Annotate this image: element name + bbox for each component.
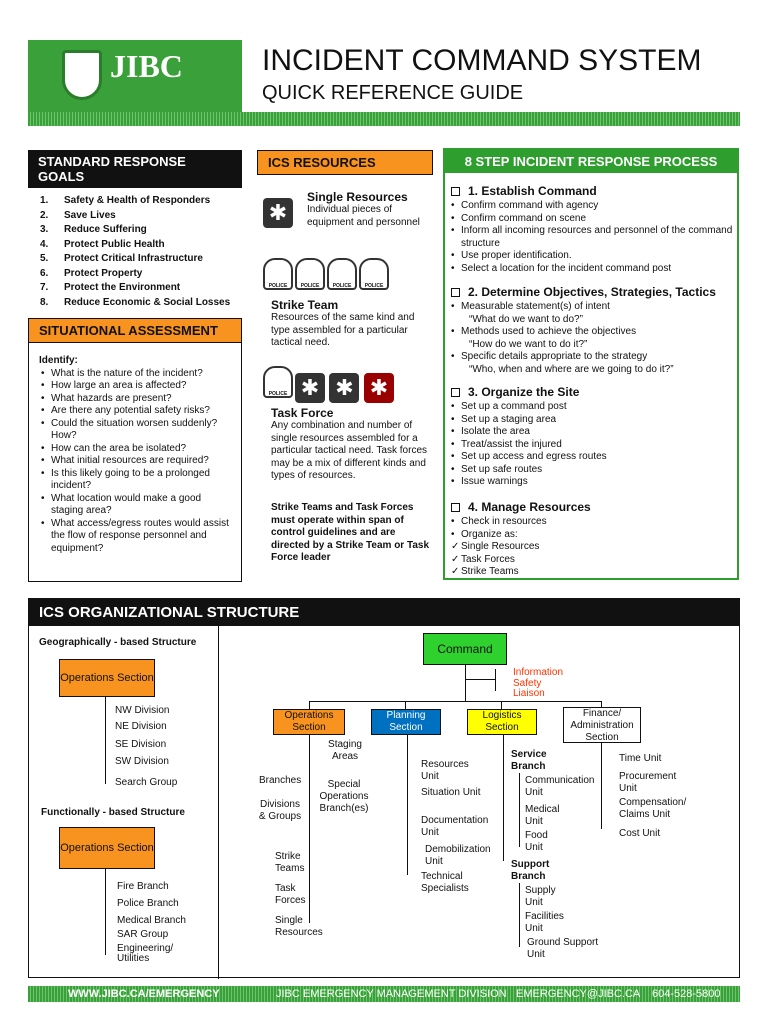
logistics-section-box: Logistics Section <box>467 709 537 735</box>
steps-panel <box>443 148 739 580</box>
step2-list <box>449 301 737 376</box>
goals-title: STANDARD RESPONSE GOALS <box>28 150 242 188</box>
list-item: • What location would make a good staging area? <box>39 493 231 518</box>
step4-title: 4. Manage Resources <box>451 500 591 514</box>
list-item: • What hazards are present? <box>39 393 231 406</box>
step1-list <box>449 200 737 275</box>
list-item: • Select a location for the incident command post <box>449 263 737 276</box>
plan-unit: Documentation Unit <box>421 815 489 838</box>
geo-item: NE Division <box>115 721 167 732</box>
geo-item: SE Division <box>115 739 167 750</box>
safety-officer: Safety <box>513 678 542 689</box>
geo-ops-section: Operations Section <box>59 659 155 697</box>
step4-list <box>449 516 737 541</box>
shield-icon <box>62 50 102 100</box>
finance-section-box: Finance/ Administration Section <box>563 707 641 743</box>
list-item: • Organize as: <box>449 529 737 542</box>
plan-unit: Demobilization Unit <box>425 844 491 867</box>
support-branch: Support Branch <box>511 859 550 882</box>
task-forces: Task Forces <box>275 883 306 906</box>
goal-item: 7. Protect the Environment <box>40 282 181 293</box>
list-item: • Set up safe routes <box>449 464 737 477</box>
list-item: • Treat/assist the injured <box>449 439 737 452</box>
log-unit: Medical Unit <box>525 804 560 827</box>
special-operations: Special Operations Branch(es) <box>319 779 369 814</box>
log-unit: Facilities Unit <box>525 911 564 934</box>
step4-checks <box>449 541 737 579</box>
resources-title: ICS RESOURCES <box>257 150 433 175</box>
list-item: • Are there any potential safety risks? <box>39 405 231 418</box>
resources-note: Strike Teams and Task Forces must operate within span of control guidelines and are directed by a Strike Team or Task Force leader <box>271 502 430 563</box>
plan-unit: Technical Specialists <box>421 871 469 894</box>
func-item: Fire Branch <box>117 881 169 892</box>
geo-item: SW Division <box>115 756 169 767</box>
service-branch: Service Branch <box>511 749 547 772</box>
goals-list <box>28 188 242 310</box>
footer-website[interactable]: WWW.JIBC.CA/EMERGENCY <box>68 988 220 1000</box>
list-item: • Set up a command post <box>449 401 737 414</box>
list-item: • Is this likely going to be a prolonged incident? <box>39 468 231 493</box>
list-item: • What is the nature of the incident? <box>39 368 231 381</box>
liaison-officer: Liaison <box>513 688 545 699</box>
step3-list <box>449 401 737 489</box>
goal-item: 2. Save Lives <box>40 209 116 221</box>
situational-panel <box>28 318 242 582</box>
checkbox-icon <box>451 503 460 512</box>
identify-label: Identify: <box>39 355 78 366</box>
list-item: • Confirm command on scene <box>449 213 737 226</box>
logo-text: JIBC <box>110 48 183 84</box>
log-unit: Ground Support Unit <box>527 937 599 960</box>
goal-item: 4. Protect Public Health <box>40 238 165 250</box>
list-item: • Set up a staging area <box>449 414 737 427</box>
situational-title: SITUATIONAL ASSESSMENT <box>29 319 241 343</box>
strike-teams: Strike Teams <box>275 851 305 874</box>
list-item: • Methods used to achieve the objectives <box>449 326 737 339</box>
task-force-title: Task Force <box>271 406 334 420</box>
fin-unit: Cost Unit <box>619 828 661 839</box>
footer-phone: 604-528-5800 <box>652 988 721 1000</box>
list-item: • Check in resources <box>449 516 737 529</box>
footer <box>28 986 740 1002</box>
func-item: Police Branch <box>117 898 179 909</box>
list-item: • Set up access and egress routes <box>449 451 737 464</box>
list-item: ✓ Task Forces <box>449 554 737 567</box>
goal-item: 8. Reduce Economic & Social Losses <box>40 296 231 308</box>
list-item: ✓ Single Resources <box>449 541 737 554</box>
header-divider <box>28 112 740 126</box>
list-item: • Specific details appropriate to the strategy <box>449 351 737 364</box>
goal-item: 6. Protect Property <box>40 267 143 279</box>
police-badge-icon: POLICE POLICE POLICE POLICE <box>263 258 391 292</box>
goal-item: 5. Protect Critical Infrastructure <box>40 253 203 264</box>
list-item: “What do we want to do?” <box>469 313 583 325</box>
geo-item: Search Group <box>115 777 178 788</box>
single-resources-title: Single Resources <box>307 190 408 204</box>
list-item: • How large an area is affected? <box>39 380 231 393</box>
geo-item: NW Division <box>115 705 170 716</box>
resources-panel <box>257 150 433 563</box>
list-item: • Use proper identification. <box>449 250 737 263</box>
footer-division: JIBC EMERGENCY MANAGEMENT DIVISION <box>276 988 507 1000</box>
single-resources: Single Resources <box>275 915 323 938</box>
func-item: Engineering/ Utilities <box>117 943 174 964</box>
list-item: • Issue warnings <box>449 476 737 489</box>
star-of-life-icon: ✱ <box>263 198 293 228</box>
steps-title: 8 STEP INCIDENT RESPONSE PROCESS <box>445 150 737 173</box>
goal-item: 3. Reduce Suffering <box>40 224 147 235</box>
log-unit: Communication Unit <box>525 775 595 798</box>
list-item: • What initial resources are required? <box>39 455 231 468</box>
task-force-text: Any combination and number of single resources assembled for a particular tactical need. Task forces may be a mix of different kinds and types of resources. <box>271 420 428 481</box>
checkbox-icon <box>451 388 460 397</box>
list-item: “Who, when and where are we going to do it?” <box>469 363 674 375</box>
command-box: Command <box>423 633 507 665</box>
fin-unit: Compensation/ Claims Unit <box>619 797 687 820</box>
checkbox-icon <box>451 288 460 297</box>
plan-unit: Resources Unit <box>421 759 469 782</box>
list-item: “How do we want to do it?” <box>469 338 588 350</box>
list-item: • Confirm command with agency <box>449 200 737 213</box>
step2-title: 2. Determine Objectives, Strategies, Tactics <box>451 285 716 299</box>
task-force-icons: POLICE ✱ ✱ ✱ <box>263 366 394 403</box>
page-subtitle: QUICK REFERENCE GUIDE <box>262 82 524 104</box>
checkbox-icon <box>451 187 460 196</box>
log-unit: Supply Unit <box>525 885 556 908</box>
func-item: Medical Branch <box>117 915 186 926</box>
goal-item: 1. Safety & Health of Responders <box>40 195 211 206</box>
list-item: • Isolate the area <box>449 426 737 439</box>
list-item: • Inform all incoming resources and personnel of the command structure <box>449 225 737 250</box>
func-title: Functionally - based Structure <box>41 807 185 818</box>
geo-title: Geographically - based Structure <box>39 637 197 648</box>
log-unit: Food Unit <box>525 830 548 853</box>
planning-section-box: Planning Section <box>371 709 441 735</box>
fin-unit: Procurement Unit <box>619 771 677 794</box>
org-title: ICS ORGANIZATIONAL STRUCTURE <box>29 599 739 626</box>
ops-section-box: Operations Section <box>273 709 345 735</box>
step1-title: 1. Establish Command <box>451 184 597 198</box>
func-ops-section: Operations Section <box>59 827 155 869</box>
list-item: • Could the situation worsen suddenly? How? <box>39 418 231 443</box>
single-resources-text: Individual pieces of equipment and personnel <box>307 204 420 228</box>
list-item: ✓ Strike Teams <box>449 566 737 579</box>
info-officer: Information <box>513 667 564 678</box>
plan-unit: Situation Unit <box>421 787 481 798</box>
list-item: • Measurable statement(s) of intent <box>449 301 737 314</box>
footer-email[interactable]: EMERGENCY@JIBC.CA <box>516 988 641 1000</box>
goals-panel <box>28 150 242 310</box>
strike-team-title: Strike Team <box>271 298 339 312</box>
logo-banner <box>28 40 242 112</box>
branches: Branches <box>259 775 302 786</box>
func-item: SAR Group <box>117 929 169 940</box>
situational-list <box>29 368 241 556</box>
strike-team-text: Resources of the same kind and type assembled for a particular tactical need. <box>271 312 415 348</box>
divisions-groups: Divisions & Groups <box>258 799 302 822</box>
fin-unit: Time Unit <box>619 753 662 764</box>
step3-title: 3. Organize the Site <box>451 385 579 399</box>
list-item: • What access/egress routes would assist the flow of response personnel and equipment? <box>39 518 231 556</box>
page-title: INCIDENT COMMAND SYSTEM <box>262 44 702 77</box>
org-panel <box>28 598 740 978</box>
staging-areas: Staging Areas <box>328 739 362 762</box>
list-item: • How can the area be isolated? <box>39 443 231 456</box>
